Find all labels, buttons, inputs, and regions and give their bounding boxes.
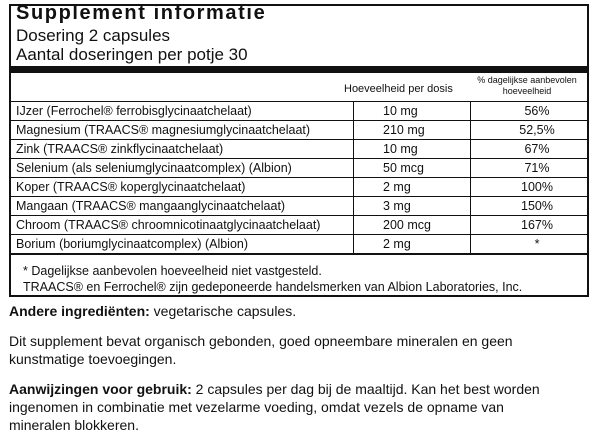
nutrient-amount: 200 mcg bbox=[383, 218, 431, 232]
servings-text: Aantal doseringen per potje 30 bbox=[16, 45, 248, 64]
column-divider bbox=[470, 140, 471, 158]
nutrient-amount: 50 mcg bbox=[383, 161, 424, 175]
nutrient-amount: 10 mg bbox=[383, 104, 418, 118]
panel-title: Supplement informatie bbox=[16, 2, 267, 24]
header-daily-value-line1: % dagelijkse aanbevolen bbox=[477, 75, 577, 85]
directions-line-1 bbox=[9, 380, 540, 398]
column-divider bbox=[470, 102, 471, 120]
table-row bbox=[11, 196, 587, 215]
column-divider bbox=[353, 140, 354, 158]
table-row bbox=[11, 101, 587, 120]
column-divider bbox=[353, 102, 354, 120]
column-divider bbox=[353, 197, 354, 215]
column-divider bbox=[353, 216, 354, 234]
other-ingredients-label: Andere ingrediënten: bbox=[9, 303, 150, 319]
nutrient-name: Borium (boriumglycinaatcomplex) (Albion) bbox=[16, 237, 249, 251]
nutrient-amount: 3 mg bbox=[383, 199, 411, 213]
trademark-notice: TRAACS® en Ferrochel® zijn gedeponeerde handelsmerken van Albion Laboratories, Inc. bbox=[23, 280, 523, 294]
nutrient-name: Koper (TRAACS® koperglycinaatchelaat) bbox=[16, 180, 246, 194]
nutrient-table bbox=[11, 101, 587, 255]
nutrient-name: Magnesium (TRAACS® magnesiumglycinaatchelaat) bbox=[16, 123, 311, 137]
nutrient-name: Zink (TRAACS® zinkflycinaatchelaat) bbox=[16, 142, 224, 156]
column-divider bbox=[470, 235, 471, 253]
other-ingredients bbox=[9, 302, 296, 320]
thick-divider bbox=[11, 66, 587, 73]
nutrient-amount: 2 mg bbox=[383, 237, 411, 251]
column-divider bbox=[353, 235, 354, 253]
table-row bbox=[11, 158, 587, 177]
dosage-text: Dosering 2 capsules bbox=[16, 26, 171, 45]
nutrient-daily-value: 56% bbox=[524, 104, 550, 118]
nutrient-daily-value: 150% bbox=[521, 199, 553, 213]
nutrient-daily-value: 67% bbox=[524, 142, 550, 156]
other-ingredients-text: vegetarische capsules. bbox=[149, 303, 297, 319]
nutrient-name: IJzer (Ferrochel® ferrobisglycinaatchelaat) bbox=[16, 104, 252, 118]
column-divider bbox=[353, 121, 354, 139]
table-row bbox=[11, 139, 587, 158]
column-divider bbox=[470, 159, 471, 177]
header-daily-value-line2: hoeveelheid bbox=[502, 86, 552, 96]
nutrient-amount: 10 mg bbox=[383, 142, 418, 156]
directions-text: 2 capsules per dag bij de maaltijd. Kan het best worden bbox=[191, 381, 540, 397]
description-line-1: Dit supplement bevat organisch gebonden, goed opneembare mineralen en geen bbox=[9, 333, 513, 349]
table-row bbox=[11, 177, 587, 196]
nutrient-name: Mangaan (TRAACS® mangaanglycinaatchelaat) bbox=[16, 199, 286, 213]
footnote: * Dagelijkse aanbevolen hoeveelheid niet vastgesteld. bbox=[23, 264, 322, 278]
table-row bbox=[11, 234, 587, 255]
table-row bbox=[11, 120, 587, 139]
nutrient-name: Selenium (als seleniumglycinaatcomplex) (Albion) bbox=[16, 161, 292, 175]
nutrient-daily-value: * bbox=[534, 237, 540, 251]
column-divider bbox=[353, 159, 354, 177]
description-line-2: kunstmatige toevoegingen. bbox=[9, 351, 177, 367]
directions-label: Aanwijzingen voor gebruik: bbox=[9, 381, 192, 397]
column-divider bbox=[470, 121, 471, 139]
column-divider bbox=[470, 216, 471, 234]
header-amount: Hoeveelheid per dosis bbox=[344, 83, 453, 95]
nutrient-amount: 2 mg bbox=[383, 180, 411, 194]
column-divider bbox=[470, 178, 471, 196]
directions-line-2: ingenomen in combinatie met vezelarme voeding, omdat vezels de opname van bbox=[9, 399, 504, 415]
table-row bbox=[11, 215, 587, 234]
nutrient-daily-value: 71% bbox=[524, 161, 550, 175]
supplement-facts-panel bbox=[9, 4, 589, 297]
nutrient-amount: 210 mg bbox=[383, 123, 425, 137]
column-divider bbox=[470, 197, 471, 215]
column-divider bbox=[353, 178, 354, 196]
header-daily-value bbox=[463, 75, 591, 97]
nutrient-daily-value: 167% bbox=[521, 218, 553, 232]
directions-line-3: mineralen blokkeren. bbox=[9, 417, 139, 433]
nutrient-daily-value: 100% bbox=[521, 180, 553, 194]
nutrient-daily-value: 52,5% bbox=[519, 123, 555, 137]
nutrient-name: Chroom (TRAACS® chroomnicotinaatglycinaatchelaat) bbox=[16, 218, 321, 232]
